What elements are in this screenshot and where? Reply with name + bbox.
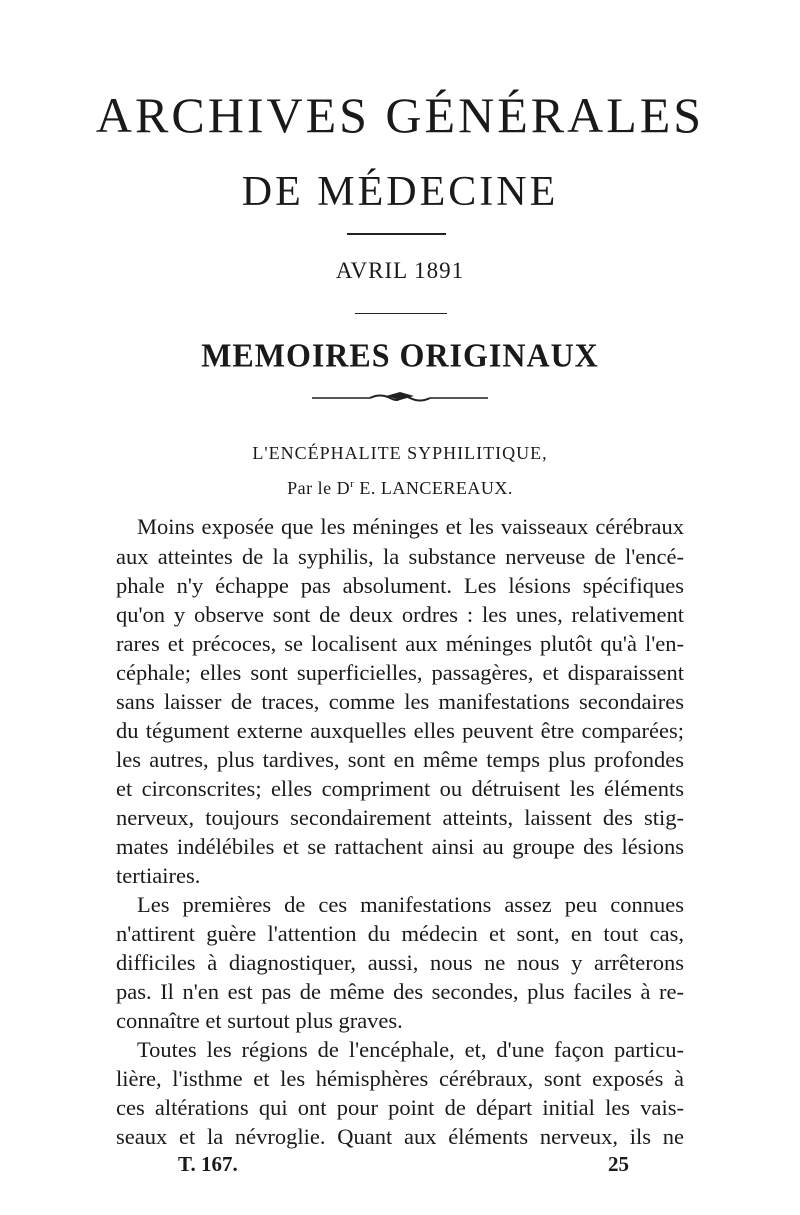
body-line: difficiles à diagnostiquer, aussi, nous ne nous y arrêterons [116, 950, 684, 975]
body-line: Toutes les régions de l'encéphale, et, d'une façon particu- [137, 1037, 684, 1062]
body-line: tertiaires. [116, 863, 201, 888]
article-byline [0, 478, 800, 499]
body-line: nerveux, toujours secondairement atteints, laissent des stig- [116, 805, 684, 830]
body-line: seaux et la névroglie. Quant aux éléments nerveux, ils ne [116, 1124, 684, 1149]
byline-prefix: Par le D [287, 478, 351, 498]
body-line: n'attirent guère l'attention du médecin et sont, en tout cas, [116, 921, 684, 946]
body-line: qu'on y observe sont de deux ordres : les unes, relativement [116, 602, 684, 627]
body-line: sans laisser de traces, comme les manifestations secondaires [116, 689, 684, 714]
section-title: MEMOIRES ORIGINAUX [201, 336, 599, 374]
body-line: les autres, plus tardives, sont en même temps plus profondes [116, 747, 684, 772]
article-title: L'ENCÉPHALITE SYPHILITIQUE, [252, 443, 548, 463]
body-line: et circonscrites; elles compriment ou détruisent les éléments [116, 776, 684, 801]
byline-author: E. LANCEREAUX. [354, 478, 513, 498]
ornament-divider [310, 390, 490, 406]
body-line: Moins exposée que les méninges et les vaisseaux cérébraux [137, 514, 684, 539]
body-line: céphale; elles sont superficielles, passagères, et disparaissent [116, 660, 684, 685]
body-line: lière, l'isthme et les hémisphères cérébraux, sont exposés à [116, 1066, 684, 1091]
journal-subtitle: DE MÉDECINE [241, 169, 559, 215]
journal-title: ARCHIVES GÉNÉRALES [95, 87, 705, 143]
date-divider [355, 313, 447, 314]
body-line: mates indélébiles et se rattachent ainsi au groupe des lésions [116, 834, 684, 859]
signature-number: 25 [608, 1152, 629, 1176]
volume-number: T. 167. [178, 1152, 238, 1176]
body-line: du tégument externe auxquelles elles peuvent être comparées; [116, 718, 684, 743]
issue-date: AVRIL 1891 [335, 258, 465, 283]
body-line: phale n'y échappe pas absolument. Les lésions spécifiques [116, 573, 684, 598]
body-line: ces altérations qui ont pour point de départ initial les vais- [116, 1095, 684, 1120]
title-divider [347, 233, 446, 235]
body-line: pas. Il n'en est pas de même des secondes, plus faciles à re- [116, 979, 684, 1004]
body-line: Les premières de ces manifestations assez peu connues [137, 892, 684, 917]
body-line: connaître et surtout plus graves. [116, 1008, 403, 1033]
body-line: rares et précoces, se localisent aux méninges plutôt qu'à l'en- [116, 631, 684, 656]
body-line: aux atteintes de la syphilis, la substance nerveuse de l'encé- [116, 544, 684, 569]
byline-superscript: r [350, 478, 355, 490]
